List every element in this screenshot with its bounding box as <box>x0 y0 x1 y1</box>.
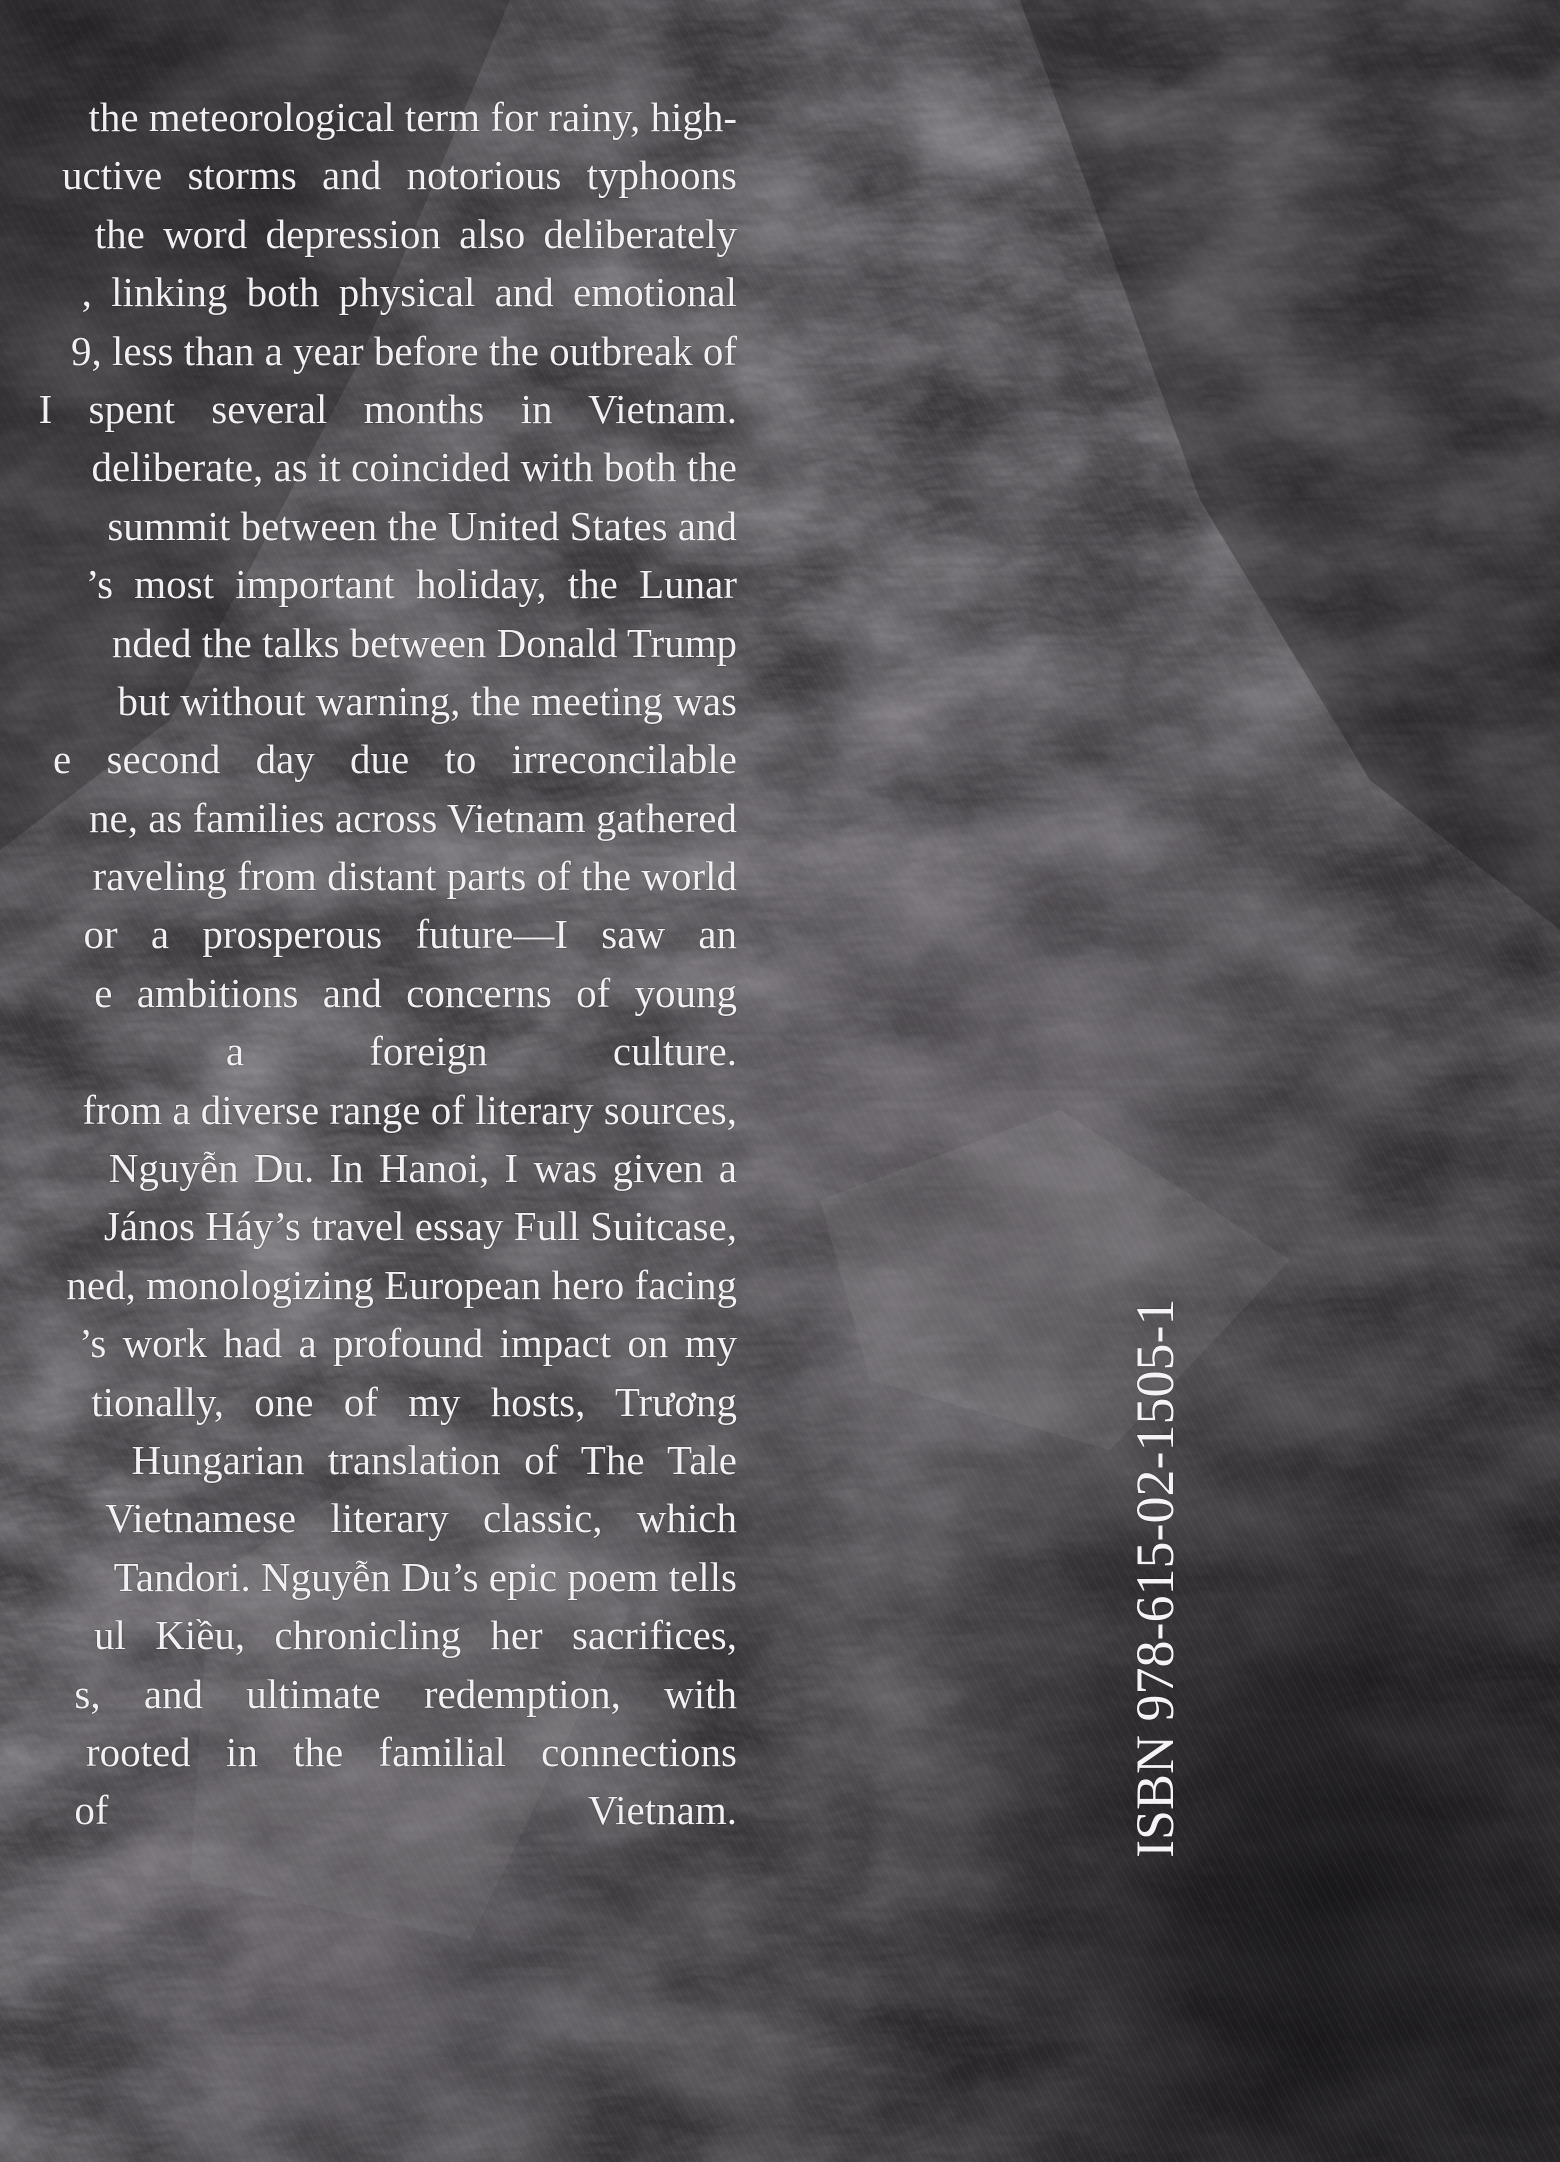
description-line: but without warning, the meeting was <box>117 677 737 724</box>
isbn-number <box>1128 1748 1560 1858</box>
description-line: from a diverse range of literary sources, <box>82 1086 737 1133</box>
description-line: János Háy’s travel essay Full Suitcase, <box>103 1203 737 1250</box>
description-line: ’s work had a profound impact on my <box>78 1320 737 1367</box>
description-line: s, and ultimate redemption, with <box>74 1670 737 1717</box>
back-cover-description <box>0 88 737 1840</box>
description-line: ned, monologizing European hero facing <box>66 1261 737 1308</box>
description-line: raveling from distant parts of the world <box>92 853 737 900</box>
description-line: the word depression also deliberately <box>94 210 737 257</box>
description-line: ul Kiều, chronicling her sacrifices, <box>94 1612 737 1659</box>
description-line: , linking both physical and emotional <box>81 269 737 316</box>
description-line: Vietnamese literary classic, which <box>105 1495 737 1542</box>
description-line: summit between the United States and <box>107 502 737 549</box>
description-line: the meteorological term for rainy, high- <box>88 94 737 140</box>
description-line: ne, as families across Vietnam gathered <box>89 794 737 841</box>
description-line: Hungarian translation of The Tale <box>131 1436 737 1483</box>
description-line: uctive storms and notorious typhoons <box>62 152 737 199</box>
description-line: Nguyễn Du. In Hanoi, I was given a <box>108 1145 737 1192</box>
description-line: nded the talks between Donald Trump <box>111 619 737 666</box>
description-line: tionally, one of my hosts, Trương <box>91 1378 737 1425</box>
description-line: Tandori. Nguyễn Du’s epic poem tells <box>113 1553 737 1600</box>
description-line: ’s most important holiday, the Lunar <box>85 561 737 608</box>
description-line: 9, less than a year before the outbreak of <box>71 327 737 374</box>
description-line: rooted in the familial connections <box>85 1728 737 1775</box>
description-line: or a prosperous future—I saw an <box>83 911 737 958</box>
description-line: I spent several months in Vietnam. <box>38 385 737 432</box>
description-line: a foreign culture. <box>225 1028 737 1075</box>
description-line: e ambitions and concerns of young <box>94 969 737 1016</box>
description-line: deliberate, as it coincided with both the <box>91 444 737 491</box>
description-line: e second day due to irreconcilable <box>53 736 737 783</box>
description-line: of Vietnam. <box>74 1787 737 1834</box>
